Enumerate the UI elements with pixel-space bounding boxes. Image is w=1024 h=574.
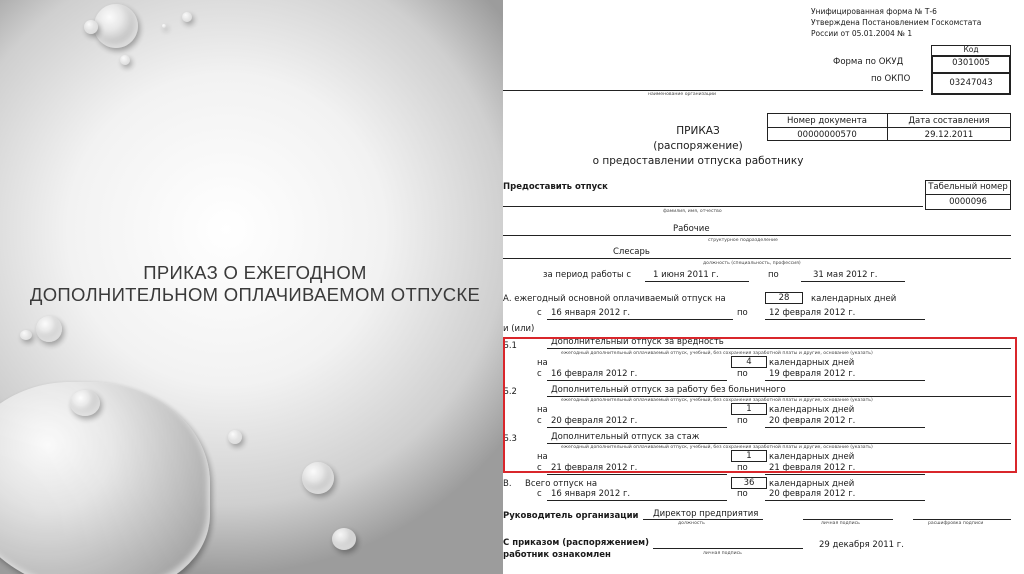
doc-number-header: Номер документа	[787, 116, 867, 126]
extra-to: 19 февраля 2012 г.	[769, 369, 856, 379]
fio-line	[503, 206, 923, 207]
position-value: Слесарь	[613, 247, 650, 257]
water-drop	[0, 382, 210, 574]
water-drop	[332, 528, 356, 550]
signature-line	[653, 548, 803, 549]
days-word: календарных дней	[811, 294, 897, 304]
ack-date: 29 декабря 2011 г.	[819, 540, 904, 550]
dept-line	[503, 235, 1011, 236]
extra-days-box: 1	[731, 403, 767, 415]
extra-caption: ежегодный дополнительный оплачиваемый отпуск, учебный, без сохранения заработной платы и другие, основание (указать)	[561, 398, 873, 403]
ack-line: работник ознакомлен	[503, 550, 611, 560]
org-caption: наименование организации	[648, 92, 717, 97]
highlight-frame	[503, 337, 1017, 473]
water-drop	[36, 316, 62, 342]
water-drop	[20, 330, 32, 340]
ack-line: С приказом (распоряжением)	[503, 538, 649, 548]
water-drop	[94, 4, 138, 48]
slide-title-line: ПРИКАЗ О ЕЖЕГОДНОМ	[143, 262, 367, 283]
extra-days-box: 1	[731, 450, 767, 462]
date-line	[547, 319, 733, 320]
days-word: календарных дней	[769, 452, 855, 462]
annual-days-box: 28	[765, 292, 803, 304]
po-label: по	[737, 489, 748, 499]
date-line	[645, 281, 749, 282]
date-line	[765, 474, 925, 475]
water-drop	[162, 24, 166, 28]
slide-title	[20, 262, 490, 306]
water-drop	[228, 430, 242, 444]
from-label: с	[537, 489, 542, 499]
slide-background	[0, 0, 503, 574]
na-label: на	[537, 358, 548, 368]
po-label: по	[737, 369, 748, 379]
from-label: с	[537, 463, 542, 473]
water-drop	[302, 462, 334, 494]
extra-leave-name: Дополнительный отпуск за работу без больничного	[551, 385, 786, 395]
annual-leave-label: А. ежегодный основной оплачиваемый отпуск на	[503, 294, 726, 304]
extra-leave-name: Дополнительный отпуск за вредность	[551, 337, 724, 347]
order-subject: о предоставлении отпуска работнику	[592, 155, 804, 167]
signature-line	[803, 519, 893, 520]
slide-title-line: ДОПОЛНИТЕЛЬНОМ ОПЛАЧИВАЕМОМ ОТПУСКЕ	[29, 284, 481, 305]
extra-from: 21 февраля 2012 г.	[551, 463, 638, 473]
date-line	[801, 281, 905, 282]
doc-date-header: Дата составления	[908, 116, 990, 126]
po-label: по	[737, 463, 748, 473]
na-label: на	[537, 452, 548, 462]
doc-date-value: 29.12.2011	[924, 130, 974, 140]
signature-line	[643, 519, 763, 520]
position-caption: должность (специальность, профессия)	[703, 261, 801, 266]
water-drop	[120, 55, 130, 65]
tabnum-value: 0000096	[949, 197, 987, 207]
department-value: Рабочие	[673, 224, 710, 234]
signature-line	[913, 519, 1011, 520]
extra-days-box: 4	[731, 356, 767, 368]
extra-to: 20 февраля 2012 г.	[769, 416, 856, 426]
po-label: по	[737, 416, 748, 426]
position-line	[503, 258, 1011, 259]
vacation-order-form	[503, 0, 1024, 574]
signature-caption: личная подпись	[703, 551, 742, 556]
total-from: 16 января 2012 г.	[551, 489, 631, 499]
date-line	[765, 319, 925, 320]
extra-from: 20 февраля 2012 г.	[551, 416, 638, 426]
extra-leave-number: Б.2	[503, 387, 517, 397]
extra-to: 21 февраля 2012 г.	[769, 463, 856, 473]
form-header-line: Утверждена Постановлением Госкомстата	[811, 18, 982, 27]
extra-leave-number: Б.1	[503, 341, 517, 351]
from-label: с	[537, 416, 542, 426]
annual-to: 12 февраля 2012 г.	[769, 308, 856, 318]
days-word: календарных дней	[769, 405, 855, 415]
code-label: Код	[963, 45, 979, 54]
extra-caption: ежегодный дополнительный оплачиваемый отпуск, учебный, без сохранения заработной платы и другие, основание (указать)	[561, 351, 873, 356]
extra-leave-name: Дополнительный отпуск за стаж	[551, 432, 700, 442]
okud-label: Форма по ОКУД	[833, 57, 904, 67]
decoding-caption: расшифровка подписи	[928, 521, 984, 526]
divider	[925, 194, 1011, 195]
extra-from: 16 февраля 2012 г.	[551, 369, 638, 379]
annual-from: 16 января 2012 г.	[551, 308, 631, 318]
order-title: ПРИКАЗ	[676, 125, 720, 137]
signature-caption: личная подпись	[821, 521, 860, 526]
fio-caption: фамилия, имя, отчество	[663, 209, 722, 214]
divider	[931, 72, 1011, 74]
water-drop	[182, 12, 192, 22]
org-line	[503, 90, 923, 91]
po-label: по	[737, 308, 748, 318]
total-days-box: 36	[731, 477, 767, 489]
okpo-label: по ОКПО	[871, 74, 911, 84]
date-line	[547, 474, 727, 475]
period-to: 31 мая 2012 г.	[813, 270, 878, 280]
na-label: на	[537, 405, 548, 415]
date-line	[547, 500, 727, 501]
extra-caption: ежегодный дополнительный оплачиваемый отпуск, учебный, без сохранения заработной платы и другие, основание (указать)	[561, 445, 873, 450]
days-word: календарных дней	[769, 358, 855, 368]
position-caption: должность	[678, 521, 705, 526]
total-to: 20 февраля 2012 г.	[769, 489, 856, 499]
total-label: Всего отпуск на	[525, 479, 598, 489]
from-label: с	[537, 308, 542, 318]
period-label: за период работы с	[543, 270, 632, 280]
doc-number-value: 00000000570	[797, 130, 857, 140]
water-drop	[70, 390, 100, 416]
okpo-value: 03247043	[949, 78, 993, 88]
okud-value: 0301005	[952, 58, 990, 68]
total-number: В.	[503, 479, 512, 489]
extra-leave-number: Б.3	[503, 434, 517, 444]
dept-caption: структурное подразделение	[708, 238, 778, 243]
tabnum-header: Табельный номер	[928, 182, 1008, 192]
from-label: с	[537, 369, 542, 379]
days-word: календарных дней	[769, 479, 855, 489]
head-label: Руководитель организации	[503, 511, 639, 521]
period-from: 1 июня 2011 г.	[653, 270, 719, 280]
form-header-line: Унифицированная форма № Т-6	[811, 7, 937, 16]
and-or-label: и (или)	[503, 324, 535, 334]
form-header-line: России от 05.01.2004 № 1	[811, 29, 913, 38]
order-subtitle: (распоряжение)	[653, 140, 743, 152]
po-label: по	[768, 270, 779, 280]
water-drop	[84, 20, 98, 34]
grant-label: Предоставить отпуск	[503, 182, 608, 192]
head-position: Директор предприятия	[653, 509, 759, 519]
date-line	[765, 500, 925, 501]
